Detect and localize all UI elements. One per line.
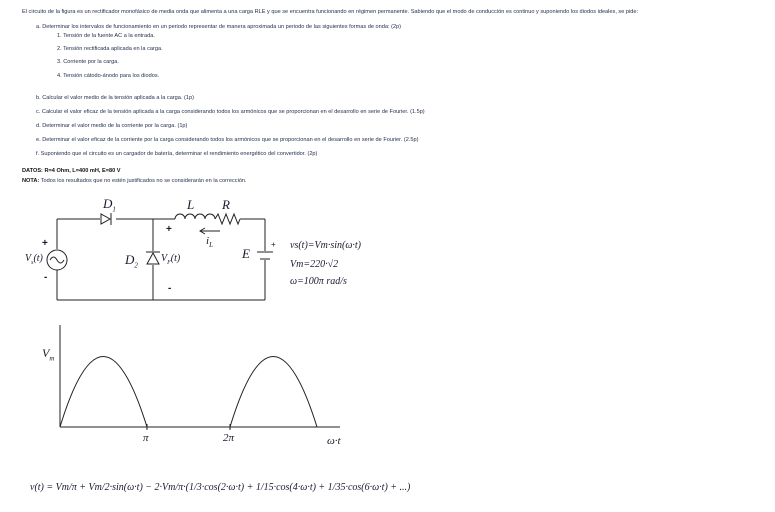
question-a-item-2: 2. Tensión rectificada aplicada en la carga. xyxy=(57,46,163,52)
datos-line: DATOS: R=4 Ohm, L=400 mH, E=80 V xyxy=(22,168,121,174)
vf-minus: - xyxy=(168,283,172,294)
source-equation: vs(t)=Vm·sin(ω·t) xyxy=(290,240,362,251)
source-minus: - xyxy=(44,272,48,283)
current-label: $i_L$ xyxy=(206,235,213,250)
question-b: b. Calcular el valor medio de la tensión aplicada a la carga. (1p) xyxy=(36,95,194,101)
question-a-item-4: 4. Tensión cátodo-ánodo para los diodos. xyxy=(57,73,160,79)
source-label: $V_s(t)$ xyxy=(25,253,43,266)
tick-pi: π xyxy=(143,432,149,444)
inductor-label: L xyxy=(187,197,195,212)
fourier-series: v(t) = Vm/π + Vm/2·sin(ω·t) − 2·Vm/π·(1/3·cos(2·ω·t) + 1/15·cos(4·ω·t) + 1/35·cos(6·ω·t) + ...) xyxy=(30,482,411,493)
battery-label: E xyxy=(242,246,250,261)
omega-equation: ω=100π rad/s xyxy=(290,276,347,287)
question-a: a. Determinar los intervalos de funcionamiento en un periodo representar de manera aproximada un periodo de las siguientes formas de onda: (2p) xyxy=(36,24,402,30)
vm-equation: Vm=220·√2 xyxy=(290,259,339,270)
graph-xlabel: ω·t xyxy=(327,435,341,447)
vf-label: $V_F(t)$ xyxy=(161,253,181,266)
nota-label: NOTA: xyxy=(22,178,40,184)
question-a-item-1: 1. Tensión de la fuente AC a la entrada. xyxy=(57,33,155,39)
nota-text: Todos los resultados que no estén justificados no se considerarán en la corrección. xyxy=(39,178,247,184)
d1-label: $D_1$ xyxy=(103,196,116,214)
question-e: e. Determinar el valor eficaz de la corriente por la carga considerando todos los armónicos que se proporcionan en el desarrollo en serie de Fourier. (2.5p) xyxy=(36,137,419,143)
vf-plus: + xyxy=(166,224,172,235)
graph-ylabel: $V_m$ xyxy=(42,346,55,363)
intro-text: El circuito de la figura es un rectificador monofásico de media onda que alimenta a una carga RLE y que se encuentra funcionando en régimen permanente. Sabiendo que el modo de conducción es continuo y suponiendo los diodos ideales, se pide: xyxy=(22,9,639,15)
tick-2pi: 2π xyxy=(223,432,235,444)
source-plus: + xyxy=(42,238,48,249)
d2-label: $D_2$ xyxy=(125,252,138,270)
question-f: f. Suponiendo que el circuito es un cargador de batería, determinar el rendimiento energético del convertidor. (2p) xyxy=(36,151,318,157)
question-c: c. Calcular el valor eficaz de la tensión aplicada a la carga considerando todos los armónicos que se proporcionan en el desarrollo en serie de Fourier. (1.5p) xyxy=(36,109,425,115)
battery-plus: + xyxy=(271,240,276,249)
question-d: d. Determinar el valor medio de la corriente por la carga. (1p) xyxy=(36,123,188,129)
resistor-label: R xyxy=(222,197,230,212)
question-a-item-3: 3. Corriente por la carga. xyxy=(57,59,119,65)
